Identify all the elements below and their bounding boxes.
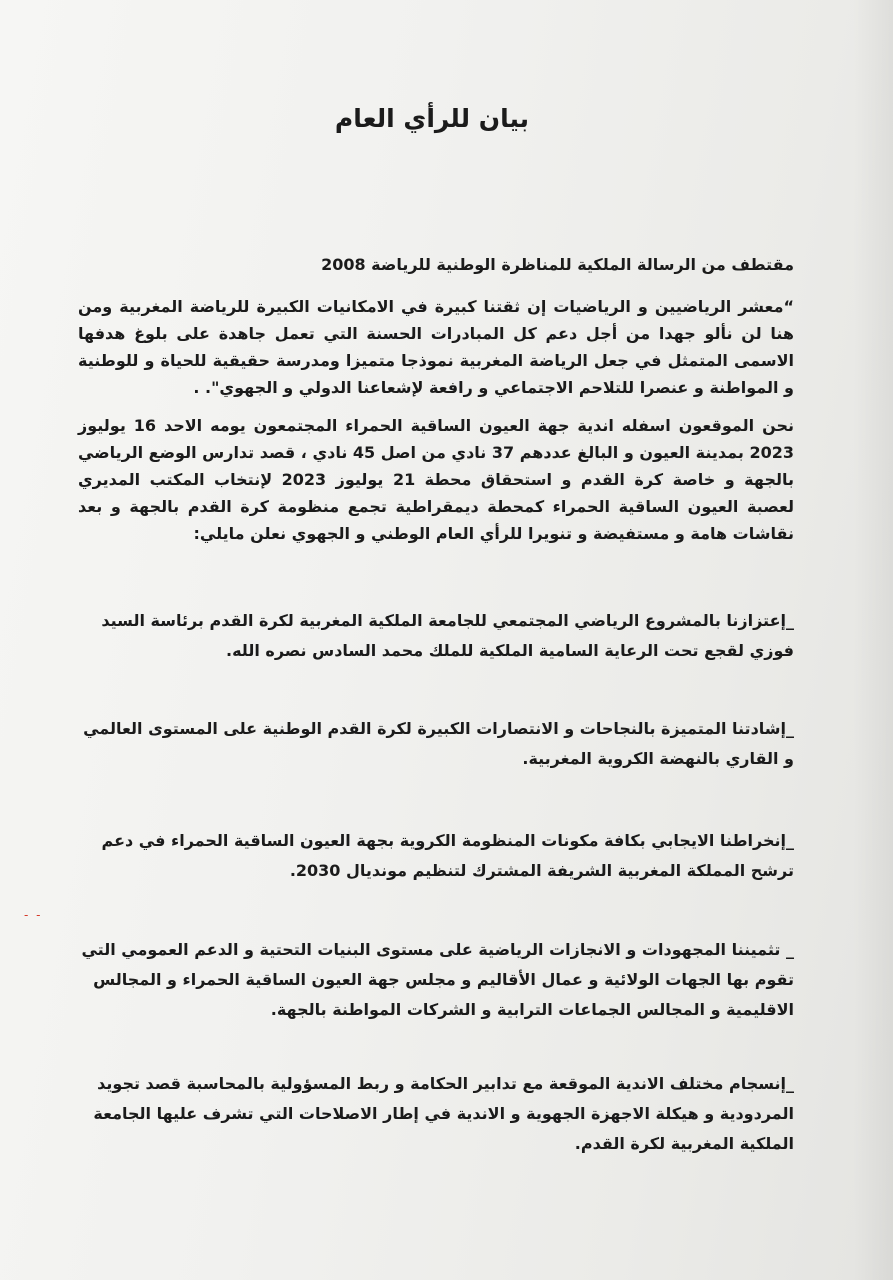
list-item: _إعتزازنا بالمشروع الرياضي المجتمعي للجامعة الملكية المغربية لكرة القدم برئاسة السيد فوزي لقجع تحت الرعاية السامية الملكية للملك محمد السادس نصره الله. [101,611,794,660]
list-item: _إشادتنا المتميزة بالنجاحات و الانتصارات الكبيرة لكرة القدم الوطنية على المستوى العالمي و القاري بالنهضة الكروية المغربية. [83,719,794,768]
paper-shadow [853,0,893,1280]
royal-quote-paragraph: “معشر الرياضيين و الرياضيات إن ثقتنا كبيرة في الامكانيات الكبيرة للرياضة المغربية ومن هنا لن نألو جهدا من أجل دعم كل المبادرات الحسنة التي تعمل جاهدة على بلوغ هدفها الاسمى المتمثل في جعل الرياضة المغربية نموذجا متميزا ومدرسة حقيقية للحياة و للوطنية و المواطنة و عنصرا للتلاحم الاجتماعي و رافعة لإشعاعنا الدولي و الجهوي". . [78,297,794,397]
document-title: بيان للرأي العام [334,104,530,133]
list-item: _ تثميننا المجهودات و الانجازات الرياضية على مستوى البنيات التحتية و الدعم العمومي التي تقوم بها الجهات الولائية و عمال الأقاليم و مجلس جهة العيون الساقية الحمراء و المجالس الاقليمية و المجالس الجماعات الترابية و الشركات المواطنة بالجهة. [81,940,794,1019]
main-statement-paragraph: نحن الموقعون اسفله اندية جهة العيون الساقية الحمراء المجتمعون يومه الاحد 16 يوليوز 2023 بمدينة العيون و البالغ عددهم 37 نادي من اصل 45 نادي ، قصد تدارس الوضع الرياضي بالجهة و خاصة كرة القدم و استحقاق محطة 21 يوليوز 2023 لإنتخاب المكتب المديري لعصبة العيون الساقية الحمراء كمحطة ديمقراطية تجمع منظومة كرة القدم بالجهة و بعد نقاشات هامة و مستفيضة و تنويرا للرأي العام الوطني و الجهوي نعلن مايلي: [77,416,795,543]
list-item: _إنسجام مختلف الاندية الموقعة مع تدابير الحكامة و ربط المسؤولية بالمحاسبة قصد تجويد المردودية و هيكلة الاجهزة الجهوية و الاندية في إطار الاصلاحات التي تشرف عليها الجامعة الملكية المغربية لكرة القدم. [93,1074,794,1153]
intro-heading: مقتطف من الرسالة الملكية للمناظرة الوطنية للرياضة 2008 [321,255,794,274]
red-ink-mark: - - [24,908,43,922]
list-item: _إنخراطنا الايجابي بكافة مكونات المنظومة الكروية بجهة العيون الساقية الحمراء في دعم ترشح المملكة المغربية الشريفة المشترك لتنظيم مونديال 2030. [101,831,794,880]
